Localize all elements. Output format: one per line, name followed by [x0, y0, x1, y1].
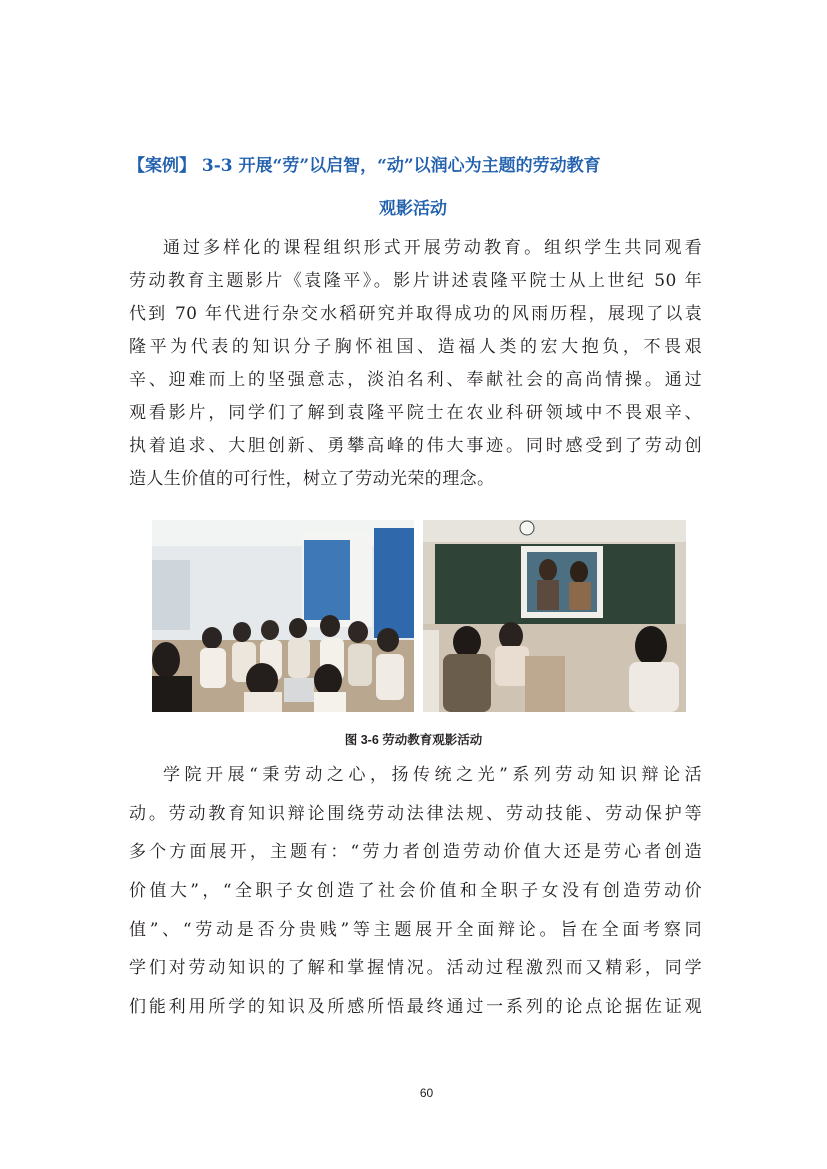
classroom-photo-students-image	[152, 520, 414, 712]
paragraph-line: 们能利用所学的知识及所感所悟最终通过一系列的论点论据佐证观	[129, 997, 702, 1018]
paragraph-line: 辛、迎难而上的坚强意志，淡泊名利、奉献社会的高尚情操。通过	[129, 370, 702, 390]
paragraph-line: 学们对劳动知识的了解和掌握情况。活动过程激烈而又精彩，同学	[129, 958, 702, 979]
paragraph-line: 隆平为代表的知识分子胸怀祖国、造福人类的宏大抱负，不畏艰	[129, 337, 702, 357]
paragraph-line: 观看影片，同学们了解到袁隆平院士在农业科研领域中不畏艰辛、	[129, 403, 702, 423]
classroom-photo-screen	[423, 520, 686, 712]
paragraph-line: 多个方面展开，主题有：“劳力者创造劳动价值大还是劳心者创造	[129, 842, 702, 863]
case-title-line2: 观影活动	[379, 199, 447, 219]
paragraph-debate-activity	[129, 756, 702, 1027]
paragraph-line: 执着追求、大胆创新、勇攀高峰的伟大事迹。同时感受到了劳动创	[129, 436, 702, 456]
page-number: 60	[419, 1086, 434, 1100]
case-title-line1: 【案例】 3-3 开展“劳”以启智，“动”以润心为主题的劳动教育	[128, 156, 601, 176]
classroom-photo-screen-image	[423, 520, 686, 712]
paragraph-line: 学院开展“秉劳动之心，扬传统之光”系列劳动知识辩论活	[163, 765, 702, 785]
paragraph-line: 代到 70 年代进行杂交水稻研究并取得成功的风雨历程，展现了以袁	[129, 304, 702, 324]
paragraph-line: 价值大”，“全职子女创造了社会价值和全职子女没有创造劳动价	[129, 881, 702, 902]
paragraph-line: 劳动教育主题影片《袁隆平》。影片讲述袁隆平院士从上世纪 50 年	[129, 271, 702, 291]
paragraph-line: 通过多样化的课程组织形式开展劳动教育。组织学生共同观看	[163, 238, 702, 258]
figure-caption: 图 3-6 劳动教育观影活动	[344, 733, 483, 747]
paragraph-line: 值”、“劳动是否分贵贱”等主题展开全面辩论。旨在全面考察同	[129, 919, 702, 940]
paragraph-line: 动。劳动教育知识辩论围绕劳动法律法规、劳动技能、劳动保护等	[129, 803, 702, 824]
paragraph-line: 造人生价值的可行性，树立了劳动光荣的理念。	[129, 469, 495, 489]
classroom-photo-students	[152, 520, 414, 712]
paragraph-film-activity	[129, 232, 702, 496]
